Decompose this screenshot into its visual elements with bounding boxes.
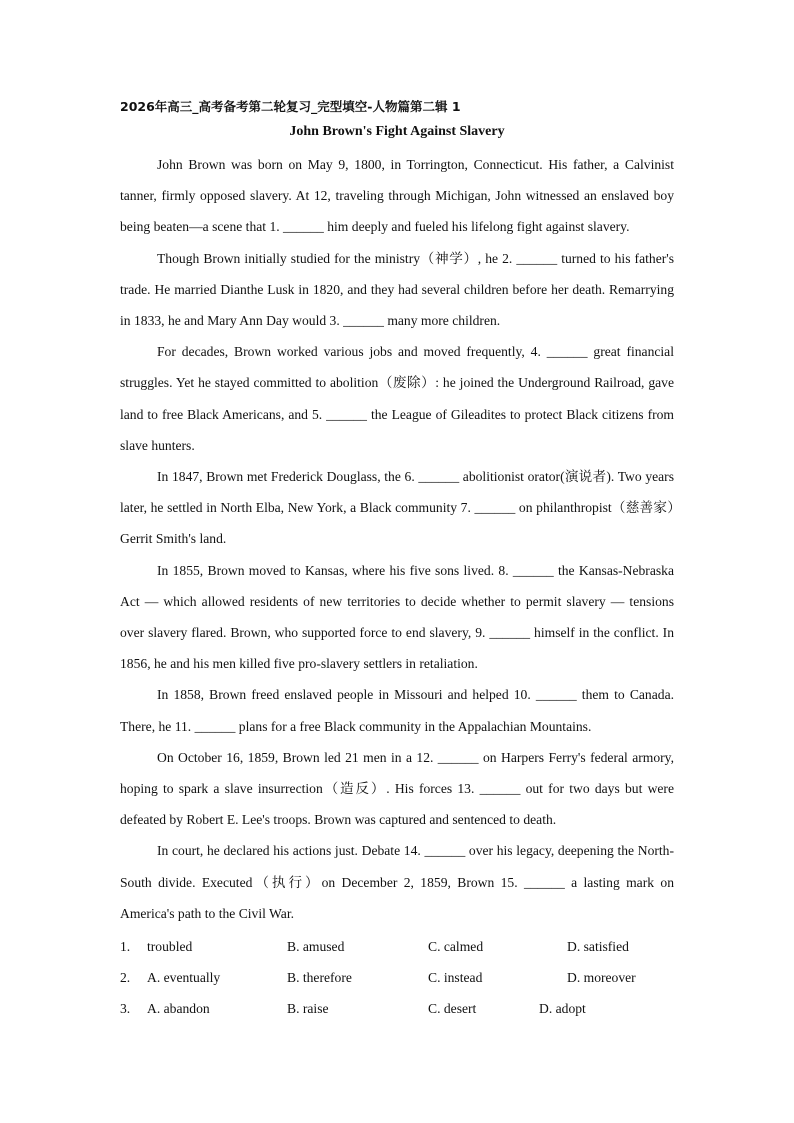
option-a: troubled <box>147 939 193 955</box>
question-number: 3. <box>120 1001 131 1017</box>
option-d: D. moreover <box>567 970 636 986</box>
paragraph-1: John Brown was born on May 9, 1800, in Torrington, Connecticut. His father, a Calvinist tanner, firmly opposed slavery. At 12, traveling through Michigan, John witnessed an enslaved boy being beaten—a scene that 1. ______ him deeply and fueled his lifelong fight against slavery. <box>120 157 674 235</box>
passage-title: John Brown's Fight Against Slavery <box>289 124 505 139</box>
paragraph-3: For decades, Brown worked various jobs and moved frequently, 4. ______ great financial struggles. Yet he stayed committed to abolition（废除）: he joined the Underground Railroad, gave land to free Black Americans, and 5. ______ the League of Gileadites to protect Black citizens from slave hunters. <box>120 344 674 453</box>
option-b: B. raise <box>287 1001 329 1017</box>
option-row-3 <box>120 995 674 1026</box>
option-d: D. satisfied <box>567 939 629 955</box>
paragraph-4: In 1847, Brown met Frederick Douglass, the 6. ______ abolitionist orator(演说者). Two years later, he settled in North Elba, New York, a Black community 7. ______ on philanthropist（慈善家）Gerrit Smith's land. <box>120 469 674 547</box>
question-number: 1. <box>120 939 131 955</box>
paragraph-8: In court, he declared his actions just. Debate 14. ______ over his legacy, deepening the North-South divide. Executed（执行）on December 2, 1859, Brown 15. ______ a lasting mark on America's path to the Civil War. <box>120 843 674 921</box>
option-row-2 <box>120 964 674 995</box>
option-b: B. amused <box>287 939 345 955</box>
option-row-1 <box>120 933 674 964</box>
paragraph-7: On October 16, 1859, Brown led 21 men in a 12. ______ on Harpers Ferry's federal armory, hoping to spark a slave insurrection（造反）. His forces 13. ______ out for two days but were defeated by Robert E. Lee's troops. Brown was captured and sentenced to death. <box>120 749 674 828</box>
question-number: 2. <box>120 970 131 986</box>
paragraph-5: In 1855, Brown moved to Kansas, where his five sons lived. 8. ______ the Kansas-Nebraska Act — which allowed residents of new territories to decide whether to permit slavery — tensions over slavery flared. Brown, who supported force to end slavery, 9. ______ himself in the conflict. In 1856, he and his men killed five pro-slavery settlers in retaliation. <box>120 562 674 672</box>
paragraph-6: In 1858, Brown freed enslaved people in Missouri and helped 10. ______ them to Canada. There, he 11. ______ plans for a free Black community in the Appalachian Mountains. <box>120 687 674 734</box>
option-c: C. desert <box>428 1001 477 1017</box>
option-b: B. therefore <box>287 970 352 986</box>
document-header: 2026年高三_高考备考第二轮复习_完型填空-人物篇第二辑 1 <box>120 99 461 114</box>
option-c: C. instead <box>428 970 483 986</box>
option-d: D. adopt <box>539 1001 586 1017</box>
option-a: A. abandon <box>147 1001 210 1017</box>
option-c: C. calmed <box>428 939 484 955</box>
paragraph-2: Though Brown initially studied for the ministry（神学）, he 2. ______ turned to his father's trade. He married Dianthe Lusk in 1820, and they had several children before her death. Remarrying in 1833, he and Mary Ann Day would 3. ______ many more children. <box>120 250 674 329</box>
answer-options <box>120 933 674 1026</box>
document-page <box>120 96 674 1026</box>
option-a: A. eventually <box>147 970 221 986</box>
